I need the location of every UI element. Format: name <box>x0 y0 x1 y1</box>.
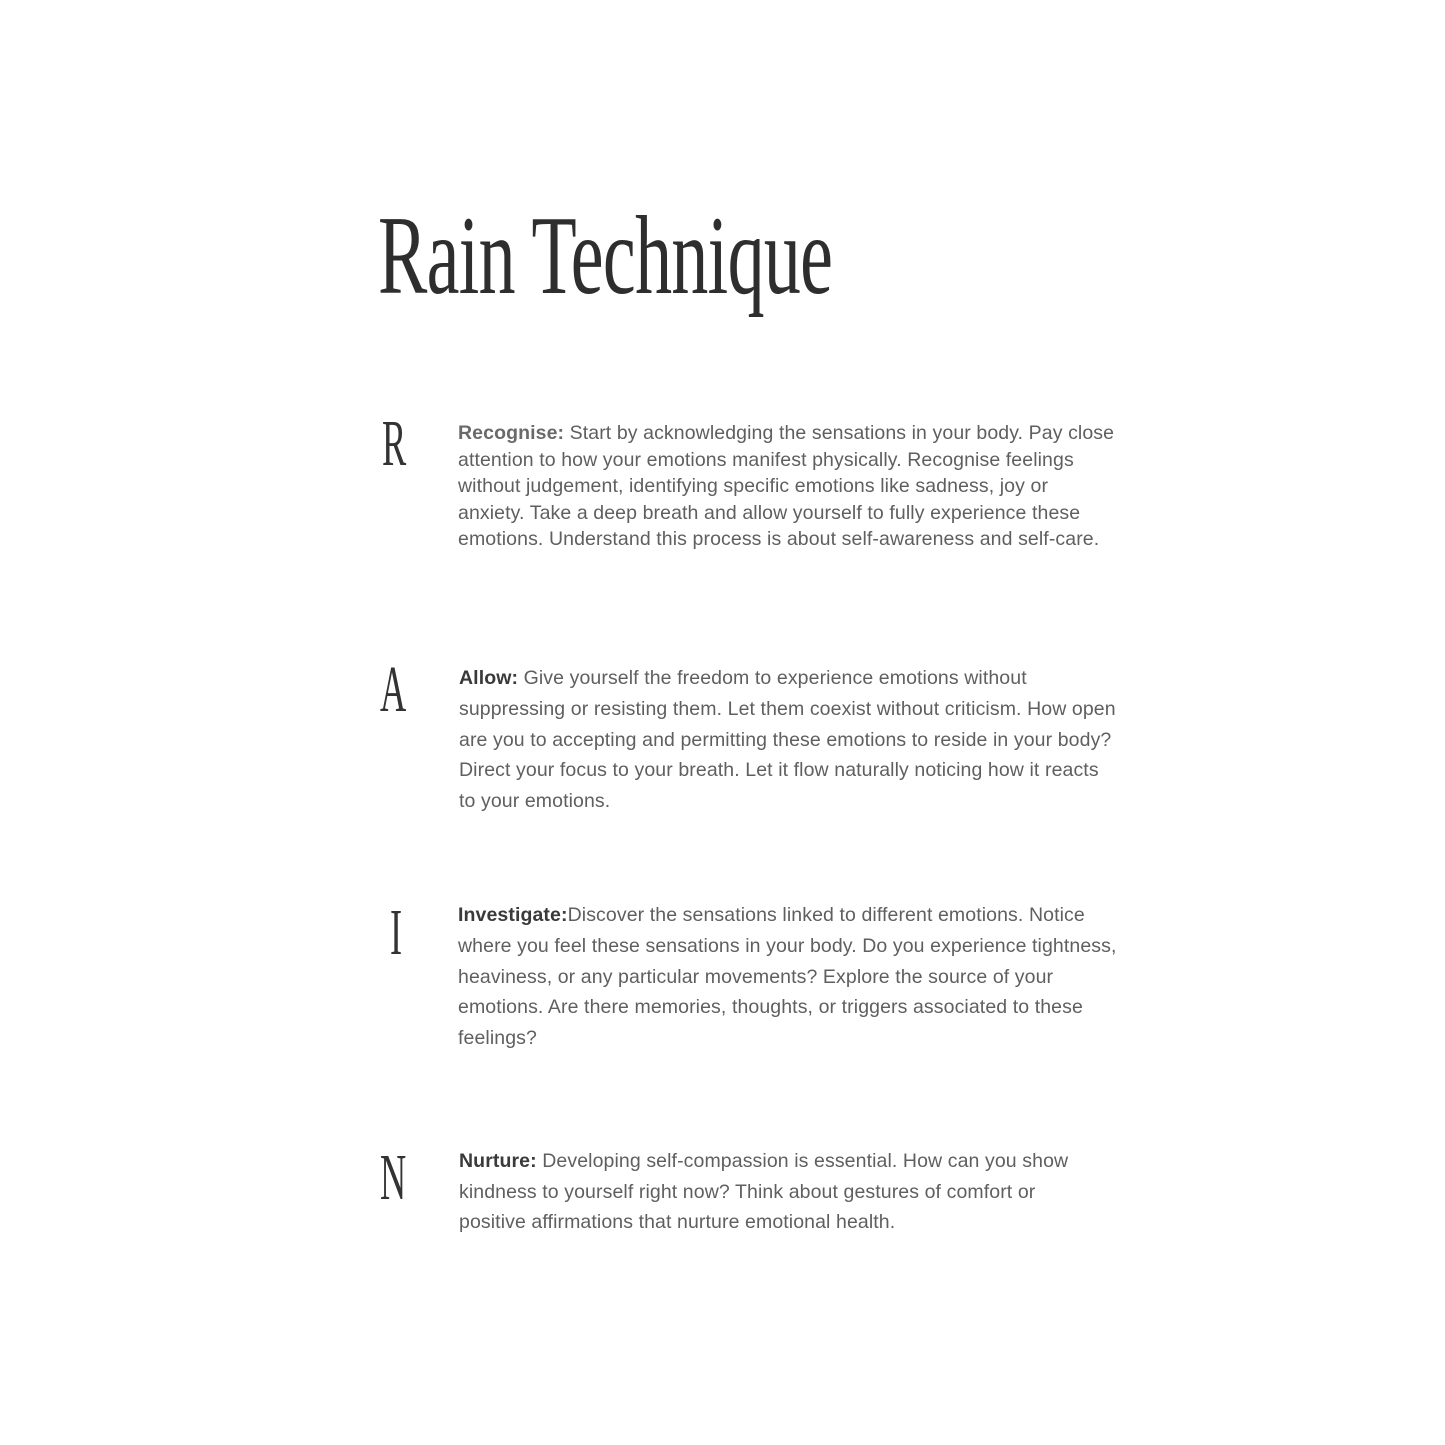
section-body: Developing self-compassion is essential. How can you show kindness to yourself right now? Think about gestures of comfort or positive affirmations that nurture emotional health. <box>459 1150 1069 1234</box>
section-label: Allow: <box>459 667 519 689</box>
section-body: Start by acknowledging the sensations in your body. Pay close attention to how your emotions manifest physically. Recognise feelings without judgement, identifying specific emotions like sadness, joy or anxiety. Take a deep breath and allow yourself to fully experience these emotions. Understand this process is about self-awareness and self-care. <box>458 422 1115 551</box>
section-recognise <box>458 420 1118 553</box>
section-letter-n: N <box>380 1141 407 1214</box>
section-label: Investigate: <box>458 904 568 926</box>
section-label: Nurture: <box>459 1150 537 1172</box>
section-body: Give yourself the freedom to experience emotions without suppressing or resisting them. Let them coexist without criticism. How open are you to accepting and permitting these emotions to reside in your body? Direct your focus to your breath. Let it flow naturally noticing how it reacts to your emotions. <box>459 667 1116 813</box>
section-letter-a: A <box>380 653 407 726</box>
section-label: Recognise: <box>458 422 565 444</box>
section-body: Discover the sensations linked to different emotions. Notice where you feel these sensations in your body. Do you experience tightness, heaviness, or any particular movements? Explore the source of your emotions. Are there memories, thoughts, or triggers associated to these feelings? <box>458 904 1117 1050</box>
section-investigate <box>458 900 1118 1054</box>
page-title: Rain Technique <box>378 194 833 318</box>
section-allow <box>459 663 1119 817</box>
section-nurture <box>459 1146 1079 1238</box>
section-letter-i: I <box>390 896 403 969</box>
section-letter-r: R <box>382 407 407 480</box>
